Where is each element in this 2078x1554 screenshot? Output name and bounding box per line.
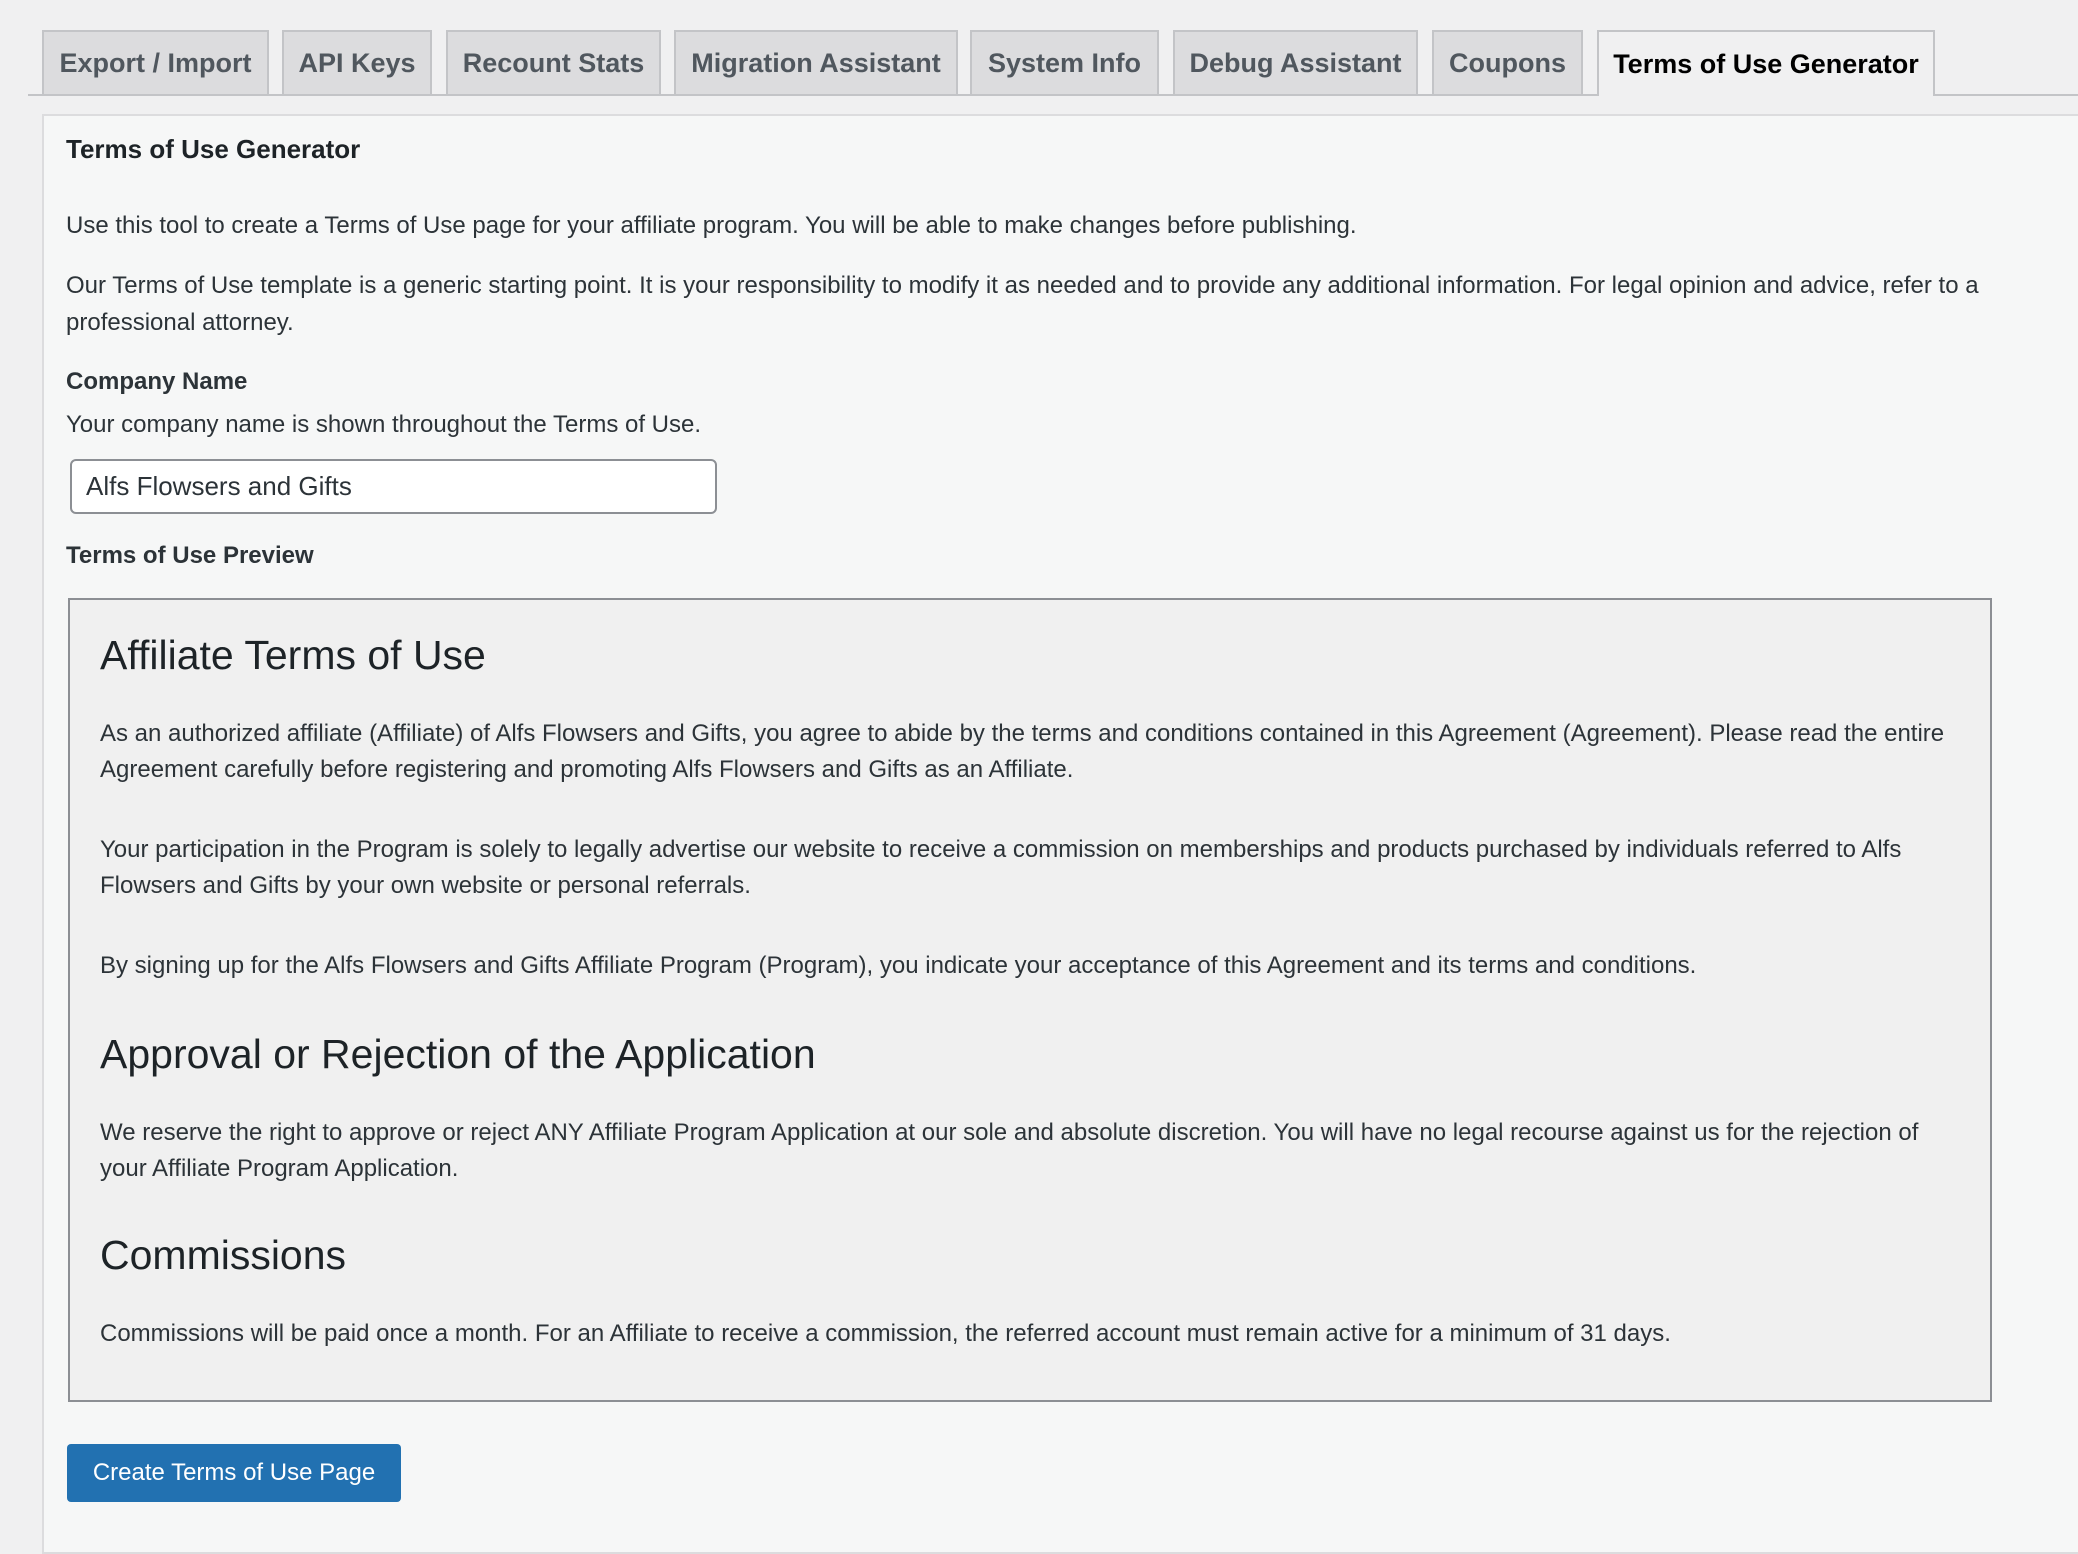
preview-heading-approval: Approval or Rejection of the Application: [100, 1031, 816, 1077]
tab-terms-of-use-generator[interactable]: Terms of Use Generator: [1597, 30, 1935, 96]
preview-paragraph: By signing up for the Alfs Flowsers and Gifts Affiliate Program (Program), you indicate your acceptance of this Agreement and its terms and conditions.: [100, 952, 1697, 979]
panel-title: Terms of Use Generator: [66, 134, 361, 164]
tab-system-info[interactable]: System Info: [970, 30, 1159, 94]
tab-coupons[interactable]: Coupons: [1432, 30, 1583, 94]
preview-heading-terms: Affiliate Terms of Use: [100, 632, 486, 678]
company-name-label: Company Name: [66, 368, 248, 395]
preview-paragraph: Commissions will be paid once a month. For an Affiliate to receive a commission, the referred account must remain active for a minimum of 31 days.: [100, 1320, 1671, 1347]
tab-migration-assistant[interactable]: Migration Assistant: [674, 30, 958, 94]
tab-debug-assistant[interactable]: Debug Assistant: [1173, 30, 1418, 94]
preview-paragraph: We reserve the right to approve or reject ANY Affiliate Program Application at our sole and absolute discretion. You will have no legal recourse against us for the rejection of your Affiliate Program Application.: [100, 1119, 1919, 1182]
terms-preview-box[interactable]: [68, 598, 1992, 1402]
preview-label: Terms of Use Preview: [66, 542, 314, 569]
preview-heading-commissions: Commissions: [100, 1232, 347, 1278]
tab-export-import[interactable]: Export / Import: [42, 30, 269, 94]
tab-api-keys[interactable]: API Keys: [282, 30, 432, 94]
disclaimer-text: Our Terms of Use template is a generic starting point. It is your responsibility to modify it as needed and to provide any additional information. For legal opinion and advice, refer to a professional attorney.: [66, 272, 1979, 336]
create-terms-page-button[interactable]: Create Terms of Use Page: [67, 1444, 401, 1502]
company-name-input[interactable]: [70, 459, 717, 514]
preview-paragraph: Your participation in the Program is solely to legally advertise our website to receive a commission on memberships and products purchased by individuals referred to Alfs Flowsers and Gifts by your own website or personal referrals.: [100, 836, 1902, 899]
intro-text: Use this tool to create a Terms of Use page for your affiliate program. You will be able to make changes before publishing.: [66, 212, 1357, 239]
tab-bar: [0, 0, 2078, 96]
tab-recount-stats[interactable]: Recount Stats: [446, 30, 661, 94]
preview-paragraph: As an authorized affiliate (Affiliate) of Alfs Flowsers and Gifts, you agree to abide by the terms and conditions contained in this Agreement (Agreement). Please read the entire Agreement carefully before registering and promoting Alfs Flowsers and Gifts as an Affiliate.: [100, 720, 1945, 783]
company-name-help: Your company name is shown throughout the Terms of Use.: [66, 411, 702, 438]
